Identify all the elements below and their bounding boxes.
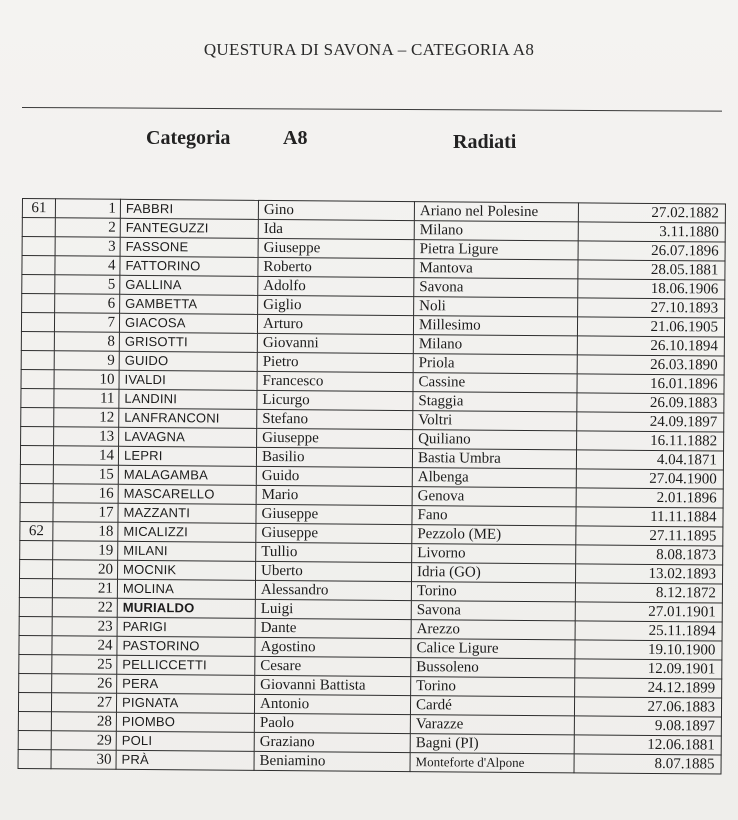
page-ref-cell xyxy=(21,313,54,332)
row-number-cell: 27 xyxy=(51,693,116,713)
row-number-cell: 28 xyxy=(51,712,116,732)
birthplace-cell: Bagni (PI) xyxy=(410,734,574,754)
row-number-cell: 9 xyxy=(54,351,119,371)
page-ref-cell xyxy=(20,445,53,464)
page-ref-cell xyxy=(20,502,53,521)
surname-cell: LANFRANCONI xyxy=(119,408,257,428)
first-name-cell: Beniamino xyxy=(254,751,410,771)
row-number-cell: 18 xyxy=(53,522,118,542)
surname-cell: PIGNATA xyxy=(116,693,254,713)
birthplace-cell: Savona xyxy=(414,278,578,298)
page-ref-cell xyxy=(22,294,55,313)
first-name-cell: Giovanni xyxy=(257,333,413,353)
page-ref-cell xyxy=(18,730,51,749)
birthdate-cell: 8.12.1872 xyxy=(575,583,722,603)
birthdate-cell: 25.11.1894 xyxy=(575,621,722,641)
birthplace-cell: Calice Ligure xyxy=(411,639,575,659)
surname-cell: POLI xyxy=(116,731,254,751)
surname-cell: MURIALDO xyxy=(117,598,255,618)
row-number-cell: 3 xyxy=(55,237,120,257)
surname-cell: FASSONE xyxy=(120,237,258,257)
page-ref-cell xyxy=(18,711,51,730)
page-ref-cell xyxy=(21,331,54,350)
first-name-cell: Giglio xyxy=(258,295,414,315)
first-name-cell: Stefano xyxy=(257,409,413,429)
page-ref-cell xyxy=(19,597,52,616)
birthplace-cell: Torino xyxy=(411,677,575,697)
surname-cell: LANDINI xyxy=(119,389,257,409)
first-name-cell: Basilio xyxy=(256,447,412,467)
page-ref-cell xyxy=(19,635,52,654)
birthplace-cell: Albenga xyxy=(412,468,576,488)
birthplace-cell: Staggia xyxy=(413,392,577,412)
birthplace-cell: Ariano nel Polesine xyxy=(414,202,578,222)
surname-cell: GRISOTTI xyxy=(119,332,257,352)
page-ref-cell xyxy=(18,692,51,711)
records-table xyxy=(18,198,726,775)
birthdate-cell: 12.06.1881 xyxy=(574,735,721,755)
row-number-cell: 6 xyxy=(55,294,120,314)
surname-cell: PARIGI xyxy=(117,617,255,637)
first-name-cell: Adolfo xyxy=(258,276,414,296)
birthdate-cell: 27.02.1882 xyxy=(578,203,725,223)
surname-cell: MASCARELLO xyxy=(118,484,256,504)
surname-cell: LEPRI xyxy=(118,446,256,466)
first-name-cell: Alessandro xyxy=(255,580,411,600)
first-name-cell: Agostino xyxy=(255,637,411,657)
surname-cell: MAZZANTI xyxy=(118,503,256,523)
birthplace-cell: Priola xyxy=(413,354,577,374)
surname-cell: GIACOSA xyxy=(119,313,257,333)
surname-cell: MOLINA xyxy=(117,579,255,599)
first-name-cell: Giovanni Battista xyxy=(255,675,411,695)
birthplace-cell: Varazze xyxy=(410,715,574,735)
first-name-cell: Giuseppe xyxy=(256,523,412,543)
surname-cell: MILANI xyxy=(118,541,256,561)
surname-cell: PIOMBO xyxy=(116,712,254,732)
birthdate-cell: 27.11.1895 xyxy=(576,526,723,546)
page-ref-cell xyxy=(20,559,53,578)
birthdate-cell: 26.10.1894 xyxy=(577,336,724,356)
first-name-cell: Tullio xyxy=(256,542,412,562)
row-number-cell: 17 xyxy=(53,503,118,523)
row-number-cell: 14 xyxy=(53,446,118,466)
birthplace-cell: Torino xyxy=(411,582,575,602)
birthplace-cell: Milano xyxy=(414,221,578,241)
birthplace-cell: Pietra Ligure xyxy=(414,240,578,260)
birthplace-cell: Millesimo xyxy=(413,316,577,336)
row-number-cell: 15 xyxy=(53,465,118,485)
birthplace-cell: Noli xyxy=(414,297,578,317)
page-ref-cell xyxy=(18,749,51,768)
first-name-cell: Cesare xyxy=(255,656,411,676)
birthdate-cell: 16.11.1882 xyxy=(577,431,724,451)
page-ref-cell xyxy=(20,464,53,483)
first-name-cell: Dante xyxy=(255,618,411,638)
surname-cell: GUIDO xyxy=(119,351,257,371)
row-number-cell: 5 xyxy=(55,275,120,295)
first-name-cell: Gino xyxy=(258,200,414,220)
birthplace-cell: Livorno xyxy=(412,544,576,564)
birthdate-cell: 13.02.1893 xyxy=(575,564,722,584)
birthdate-cell: 19.10.1900 xyxy=(575,640,722,660)
page-ref-cell xyxy=(22,275,55,294)
birthplace-cell: Bastia Umbra xyxy=(412,449,576,469)
birthdate-cell: 12.09.1901 xyxy=(575,659,722,679)
birthplace-cell: Cardé xyxy=(410,696,574,716)
surname-cell: PASTORINO xyxy=(117,636,255,656)
category-code: A8 xyxy=(283,127,308,149)
row-number-cell: 25 xyxy=(52,655,117,675)
row-number-cell: 29 xyxy=(51,731,116,751)
row-number-cell: 23 xyxy=(52,617,117,637)
first-name-cell: Giuseppe xyxy=(257,428,413,448)
page-ref-cell xyxy=(22,218,55,237)
first-name-cell: Uberto xyxy=(256,561,412,581)
row-number-cell: 12 xyxy=(54,408,119,428)
birthdate-cell: 2.01.1896 xyxy=(576,488,723,508)
row-number-cell: 1 xyxy=(55,199,120,219)
surname-cell: FANTEGUZZI xyxy=(120,218,258,238)
birthdate-cell: 11.11.1884 xyxy=(576,507,723,527)
page-ref-cell xyxy=(22,256,55,275)
page-ref-cell xyxy=(19,673,52,692)
status-label: Radiati xyxy=(453,131,517,153)
birthdate-cell: 24.09.1897 xyxy=(577,412,724,432)
page-ref-cell xyxy=(21,350,54,369)
first-name-cell: Arturo xyxy=(257,314,413,334)
birthdate-cell: 27.04.1900 xyxy=(576,469,723,489)
header-divider xyxy=(22,107,722,112)
first-name-cell: Licurgo xyxy=(257,390,413,410)
birthdate-cell: 18.06.1906 xyxy=(578,279,725,299)
records-table-body xyxy=(18,199,725,775)
page-ref-cell xyxy=(21,407,54,426)
page-ref-cell xyxy=(21,426,54,445)
row-number-cell: 7 xyxy=(54,313,119,333)
first-name-cell: Ida xyxy=(258,219,414,239)
surname-cell: IVALDI xyxy=(119,370,257,390)
surname-cell: FATTORINO xyxy=(120,256,258,276)
birthplace-cell: Idria (GO) xyxy=(411,563,575,583)
page-ref-cell: 61 xyxy=(22,199,55,218)
birthdate-cell: 28.05.1881 xyxy=(578,260,725,280)
row-number-cell: 2 xyxy=(55,218,120,238)
page-ref-cell xyxy=(20,540,53,559)
birthplace-cell: Voltri xyxy=(413,411,577,431)
birthdate-cell: 27.06.1883 xyxy=(574,697,721,717)
surname-cell: LAVAGNA xyxy=(119,427,257,447)
surname-cell: PELLICCETTI xyxy=(117,655,255,675)
page-ref-cell xyxy=(22,237,55,256)
page-ref-cell xyxy=(19,616,52,635)
row-number-cell: 30 xyxy=(51,750,116,770)
surname-cell: MOCNIK xyxy=(118,560,256,580)
birthplace-cell: Pezzolo (ME) xyxy=(412,525,576,545)
birthdate-cell: 21.06.1905 xyxy=(577,317,724,337)
birthdate-cell: 3.11.1880 xyxy=(578,222,725,242)
birthdate-cell: 24.12.1899 xyxy=(575,678,722,698)
birthdate-cell: 27.01.1901 xyxy=(575,602,722,622)
birthdate-cell: 16.01.1896 xyxy=(577,374,724,394)
birthplace-cell: Quiliano xyxy=(413,430,577,450)
document-header: QUESTURA DI SAVONA – CATEGORIA A8 xyxy=(203,40,535,59)
row-number-cell: 24 xyxy=(52,636,117,656)
row-number-cell: 19 xyxy=(53,541,118,561)
row-number-cell: 10 xyxy=(54,370,119,390)
birthdate-cell: 4.04.1871 xyxy=(576,450,723,470)
birthplace-cell: Monteforte d'Alpone xyxy=(410,753,574,773)
page-ref-cell xyxy=(19,578,52,597)
birthdate-cell: 26.09.1883 xyxy=(577,393,724,413)
birthplace-cell: Genova xyxy=(412,487,576,507)
page-ref-cell xyxy=(19,654,52,673)
surname-cell: MICALIZZI xyxy=(118,522,256,542)
birthdate-cell: 26.03.1890 xyxy=(577,355,724,375)
surname-cell: PRÀ xyxy=(116,750,254,770)
birthplace-cell: Arezzo xyxy=(411,620,575,640)
first-name-cell: Guido xyxy=(256,466,412,486)
birthplace-cell: Mantova xyxy=(414,259,578,279)
surname-cell: FABBRI xyxy=(120,199,258,219)
surname-cell: PERA xyxy=(117,674,255,694)
first-name-cell: Luigi xyxy=(255,599,411,619)
first-name-cell: Graziano xyxy=(254,732,410,752)
page-ref-cell: 62 xyxy=(20,521,53,540)
first-name-cell: Giuseppe xyxy=(258,238,414,258)
row-number-cell: 13 xyxy=(54,427,119,447)
row-number-cell: 22 xyxy=(52,598,117,618)
row-number-cell: 11 xyxy=(54,389,119,409)
category-label: Categoria xyxy=(146,127,231,149)
birthplace-cell: Cassine xyxy=(413,373,577,393)
records-table-wrapper xyxy=(18,198,727,775)
first-name-cell: Mario xyxy=(256,485,412,505)
first-name-cell: Antonio xyxy=(254,694,410,714)
row-number-cell: 8 xyxy=(54,332,119,352)
birthplace-cell: Milano xyxy=(413,335,577,355)
surname-cell: GALLINA xyxy=(120,275,258,295)
surname-cell: MALAGAMBA xyxy=(118,465,256,485)
birthdate-cell: 27.10.1893 xyxy=(578,298,725,318)
birthplace-cell: Savona xyxy=(411,601,575,621)
first-name-cell: Pietro xyxy=(257,352,413,372)
birthplace-cell: Bussoleno xyxy=(411,658,575,678)
row-number-cell: 16 xyxy=(53,484,118,504)
first-name-cell: Paolo xyxy=(254,713,410,733)
first-name-cell: Roberto xyxy=(258,257,414,277)
first-name-cell: Francesco xyxy=(257,371,413,391)
row-number-cell: 20 xyxy=(53,560,118,580)
first-name-cell: Giuseppe xyxy=(256,504,412,524)
page-ref-cell xyxy=(21,369,54,388)
birthdate-cell: 26.07.1896 xyxy=(578,241,725,261)
birthdate-cell: 9.08.1897 xyxy=(574,716,721,736)
birthdate-cell: 8.08.1873 xyxy=(576,545,723,565)
page-ref-cell xyxy=(21,388,54,407)
row-number-cell: 26 xyxy=(52,674,117,694)
row-number-cell: 4 xyxy=(55,256,120,276)
row-number-cell: 21 xyxy=(52,579,117,599)
surname-cell: GAMBETTA xyxy=(120,294,258,314)
birthdate-cell: 8.07.1885 xyxy=(574,754,721,774)
birthplace-cell: Fano xyxy=(412,506,576,526)
page-ref-cell xyxy=(20,483,53,502)
